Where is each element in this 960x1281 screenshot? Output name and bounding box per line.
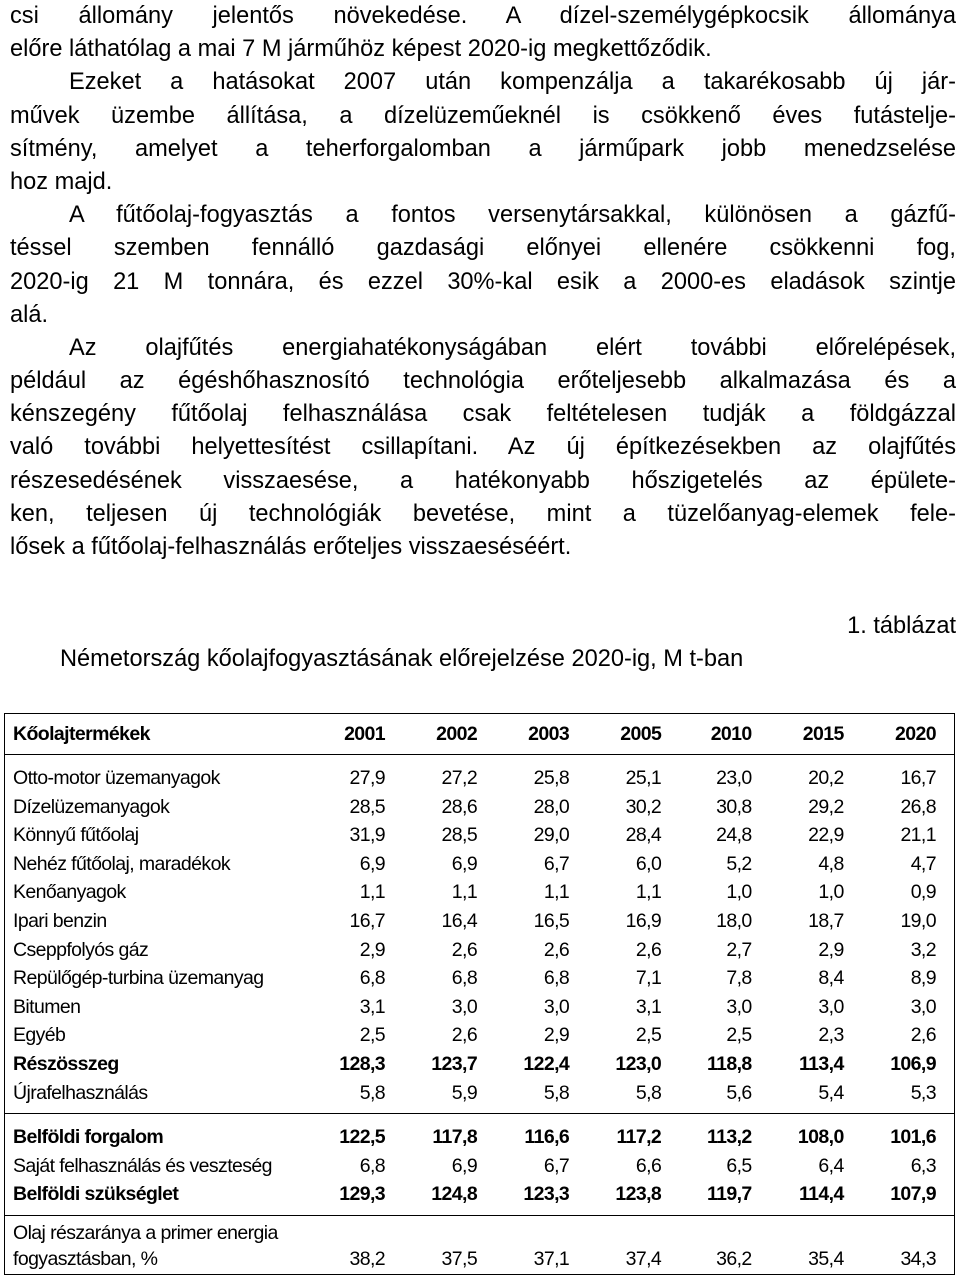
row-label: Nehéz fűtőolaj, maradékok	[13, 852, 230, 875]
table-cell: 6,4	[818, 1154, 844, 1177]
column-header: 2005	[587, 714, 679, 755]
row-label: Saját felhasználás és veszteség	[13, 1154, 272, 1177]
column-header: 2003	[495, 714, 587, 755]
table-cell: 2,9	[543, 1024, 570, 1047]
table-cell: 28,5	[441, 824, 478, 847]
text-line: részesedésének visszaesése, a hatékonyabb hőszigetelés az épülete-	[10, 467, 956, 494]
table-cell: 35,4	[770, 1215, 862, 1274]
table-row	[5, 907, 955, 936]
table-cell: 2,6	[543, 938, 570, 961]
table-cell: 8,9	[910, 967, 936, 990]
table-cell: 21,1	[900, 824, 936, 847]
table-cell: 4,7	[910, 852, 936, 875]
table-row	[5, 755, 955, 793]
table-cell: 2,6	[635, 938, 662, 961]
table-cell: 2,6	[451, 938, 478, 961]
row-label: Otto-motor üzemanyagok	[13, 767, 220, 789]
table-cell: 5,4	[818, 1081, 844, 1104]
table-cell: 1,1	[359, 881, 386, 904]
table-cell: 123,0	[615, 1052, 662, 1075]
table-row	[5, 793, 955, 822]
table-cell: 123,3	[523, 1183, 570, 1206]
table-cell: 0,9	[910, 881, 936, 904]
table-cell: 3,2	[910, 938, 936, 961]
table-cell: 2,9	[818, 938, 844, 961]
table-row	[5, 1021, 955, 1050]
table-cell: 27,9	[349, 767, 386, 789]
text-line: 2020-ig 21 M tonnára, és ezzel 30%-kal esik a 2000-es eladások szintje	[10, 268, 956, 295]
table-cell: 16,4	[441, 909, 478, 932]
table-cell: 129,3	[339, 1183, 386, 1206]
table-cell: 119,7	[706, 1183, 752, 1206]
table-cell: 37,4	[587, 1215, 679, 1274]
table-cell: 1,1	[635, 881, 662, 904]
table-cell: 1,0	[726, 881, 752, 904]
table-cell: 123,8	[615, 1183, 662, 1206]
table-cell: 28,5	[349, 795, 386, 818]
row-label: Egyéb	[13, 1024, 66, 1047]
table-cell: 2,7	[726, 938, 752, 961]
table-cell: 5,8	[635, 1081, 662, 1104]
table-cell: 7,1	[635, 967, 662, 990]
table-cell: 1,1	[451, 881, 478, 904]
table-label: 1. táblázat	[847, 613, 956, 639]
table-cell: 122,5	[311, 1114, 403, 1152]
table-cell: 28,6	[441, 795, 478, 818]
table-cell: 16,5	[533, 909, 570, 932]
table-title: Németország kőolajfogyasztásának előrejelzése 2020-ig, M t-ban	[60, 646, 744, 672]
table-cell: 18,7	[808, 909, 844, 932]
table-cell: 30,2	[625, 795, 662, 818]
table-cell: 113,2	[679, 1114, 769, 1152]
row-label: Belföldi szükséglet	[13, 1183, 179, 1206]
table-cell: 2,5	[726, 1024, 752, 1047]
table-cell: 101,6	[862, 1114, 955, 1152]
table-cell: 26,8	[900, 795, 936, 818]
text-line: alá.	[10, 301, 49, 328]
table-cell: 6,3	[910, 1154, 936, 1177]
table-cell: 6,8	[359, 967, 386, 990]
text-line: csi állomány jelentős növekedése. A dízel-személygépkocsik állománya	[10, 3, 956, 29]
row-label: Könnyű fűtőolaj	[13, 824, 139, 847]
table-cell: 3,0	[818, 995, 844, 1018]
column-header: 2001	[311, 714, 403, 755]
table-cell: 29,2	[808, 795, 844, 818]
text-line: lősek a fűtőolaj-felhasználás erőteljes visszaeséséért.	[10, 534, 572, 560]
text-line: A fűtőolaj-fogyasztás a fontos versenytársakkal, különösen a gázfű-	[69, 202, 956, 229]
row-label: Dízelüzemanyagok	[13, 795, 170, 818]
column-header: 2020	[862, 714, 955, 755]
table-cell: 2,3	[818, 1024, 844, 1047]
table-cell: 16,7	[349, 909, 386, 932]
table-cell: 37,5	[403, 1215, 495, 1274]
text-line: Ezeket a hatásokat 2007 után kompenzálja a takarékosabb új jár-	[69, 69, 956, 96]
table-cell: 31,9	[349, 824, 386, 847]
table-cell: 7,8	[726, 967, 752, 990]
table-cell: 37,1	[495, 1215, 587, 1274]
table-cell: 113,4	[798, 1052, 844, 1075]
table-cell: 5,9	[451, 1081, 478, 1104]
table-cell: 107,9	[890, 1183, 936, 1206]
text-line: való további helyettesítést csillapítani. Az új építkezésekben az olajfűtés	[10, 434, 956, 461]
table-cell: 2,6	[910, 1024, 936, 1047]
table-header-row	[5, 714, 955, 755]
table-cell: 16,7	[900, 767, 936, 789]
table-cell: 6,8	[359, 1154, 386, 1177]
table-cell: 1,1	[543, 881, 570, 904]
table-cell: 3,1	[359, 995, 386, 1018]
table-cell: 4,8	[818, 852, 844, 875]
table-cell: 23,0	[716, 767, 752, 789]
column-header: Kőolajtermékek	[5, 714, 312, 755]
text-line: előre láthatólag a mai 7 M járműhöz képest 2020-ig megkettőződik.	[10, 36, 712, 63]
table-cell: 6,7	[543, 1154, 570, 1177]
table-cell: 6,9	[359, 852, 386, 875]
row-label: Belföldi forgalom	[5, 1114, 312, 1152]
text-line: kénszegény fűtőolaj felhasználása csak feltételesen tudják a földgázzal	[10, 401, 956, 428]
table-cell: 20,2	[808, 767, 844, 789]
table-cell: 2,5	[635, 1024, 662, 1047]
table-cell: 6,6	[635, 1154, 662, 1177]
table-cell: 117,8	[403, 1114, 495, 1152]
table-cell: 19,0	[900, 909, 936, 932]
table-cell: 2,5	[359, 1024, 386, 1047]
row-label: Kenőanyagok	[13, 881, 126, 904]
row-label: Olaj részaránya a primer energia fogyasztásban, %	[5, 1215, 312, 1274]
table-row	[5, 993, 955, 1022]
table-cell: 22,9	[808, 824, 844, 847]
text-line: művek üzembe állítása, a dízelüzeműeknél is csökkenő éves futástelje-	[10, 102, 956, 129]
domestic-demand-row	[5, 1180, 955, 1215]
row-label: Ipari benzin	[13, 909, 107, 932]
table-cell: 30,8	[716, 795, 752, 818]
table-row	[5, 1079, 955, 1114]
oil-share-row	[5, 1215, 955, 1274]
table-cell: 123,7	[431, 1052, 478, 1075]
table-cell: 8,4	[818, 967, 844, 990]
table-cell: 6,7	[543, 852, 570, 875]
table-cell: 6,8	[451, 967, 478, 990]
row-label: Cseppfolyós gáz	[13, 938, 149, 961]
table-cell: 6,9	[451, 1154, 478, 1177]
table-row	[5, 878, 955, 907]
table-cell: 16,9	[625, 909, 662, 932]
table-cell: 29,0	[533, 824, 570, 847]
table-cell: 124,8	[431, 1183, 478, 1206]
row-label: Részösszeg	[13, 1052, 119, 1075]
table-cell: 18,0	[716, 909, 752, 932]
table-cell: 6,8	[543, 967, 570, 990]
table-cell: 2,6	[451, 1024, 478, 1047]
table-cell: 128,3	[339, 1052, 386, 1075]
table-cell: 106,9	[890, 1052, 936, 1075]
table-cell: 2,9	[359, 938, 386, 961]
row-label: Bitumen	[13, 995, 81, 1018]
text-line: ken, teljesen új technológiák bevetése, mint a tüzelőanyag-elemek fele-	[10, 500, 956, 527]
table-cell: 6,9	[451, 852, 478, 875]
table-cell: 5,2	[726, 852, 752, 875]
table-cell: 117,2	[587, 1114, 679, 1152]
table-cell: 116,6	[495, 1114, 587, 1152]
table-row	[5, 850, 955, 879]
table-cell: 114,4	[798, 1183, 844, 1206]
row-label: Repülőgép-turbina üzemanyag	[13, 967, 264, 990]
table-row	[5, 1152, 955, 1181]
text-line: hoz majd.	[10, 168, 113, 195]
domestic-sales-row	[5, 1114, 955, 1152]
table-cell: 28,4	[625, 824, 662, 847]
table-row	[5, 936, 955, 965]
column-header: 2015	[770, 714, 862, 755]
subtotal-row	[5, 1050, 955, 1079]
table-cell: 24,8	[716, 824, 752, 847]
table-cell: 6,5	[726, 1154, 752, 1177]
table-cell: 38,2	[311, 1215, 403, 1274]
row-label: Újrafelhasználás	[13, 1081, 148, 1104]
table-cell: 3,0	[543, 995, 570, 1018]
column-header: 2010	[679, 714, 769, 755]
text-line: téssel szemben fennálló gazdasági előnyei ellenére csökkenni fog,	[10, 235, 956, 262]
table-cell: 108,0	[770, 1114, 862, 1152]
table-row	[5, 964, 955, 993]
table-cell: 5,3	[910, 1081, 936, 1104]
table-cell: 5,8	[543, 1081, 570, 1104]
table-cell: 36,2	[679, 1215, 769, 1274]
table-cell: 122,4	[523, 1052, 570, 1075]
body-text	[10, 0, 956, 564]
text-line: Az olajfűtés energiahatékonyságában elért további előrelépések,	[69, 334, 956, 361]
table-cell: 28,0	[533, 795, 570, 818]
column-header: 2002	[403, 714, 495, 755]
text-line: például az égéshőhasznosító technológia erőteljesebb alkalmazása és a	[10, 368, 956, 395]
table-cell: 1,0	[818, 881, 844, 904]
table-cell: 3,0	[451, 995, 478, 1018]
oil-consumption-table	[4, 713, 955, 1275]
text-line: sítmény, amelyet a teherforgalomban a járműpark jobb menedzselése	[10, 135, 956, 162]
table-cell: 34,3	[862, 1215, 955, 1274]
table-cell: 3,0	[910, 995, 936, 1018]
table-cell: 5,8	[359, 1081, 386, 1104]
table-cell: 118,8	[706, 1052, 752, 1075]
table-cell: 3,0	[726, 995, 752, 1018]
table-cell: 3,1	[635, 995, 662, 1018]
table-cell: 25,1	[625, 767, 662, 789]
table-cell: 27,2	[441, 767, 478, 789]
table-cell: 25,8	[533, 767, 570, 789]
table-cell: 5,6	[726, 1081, 752, 1104]
table-row	[5, 821, 955, 850]
table-cell: 6,0	[635, 852, 662, 875]
